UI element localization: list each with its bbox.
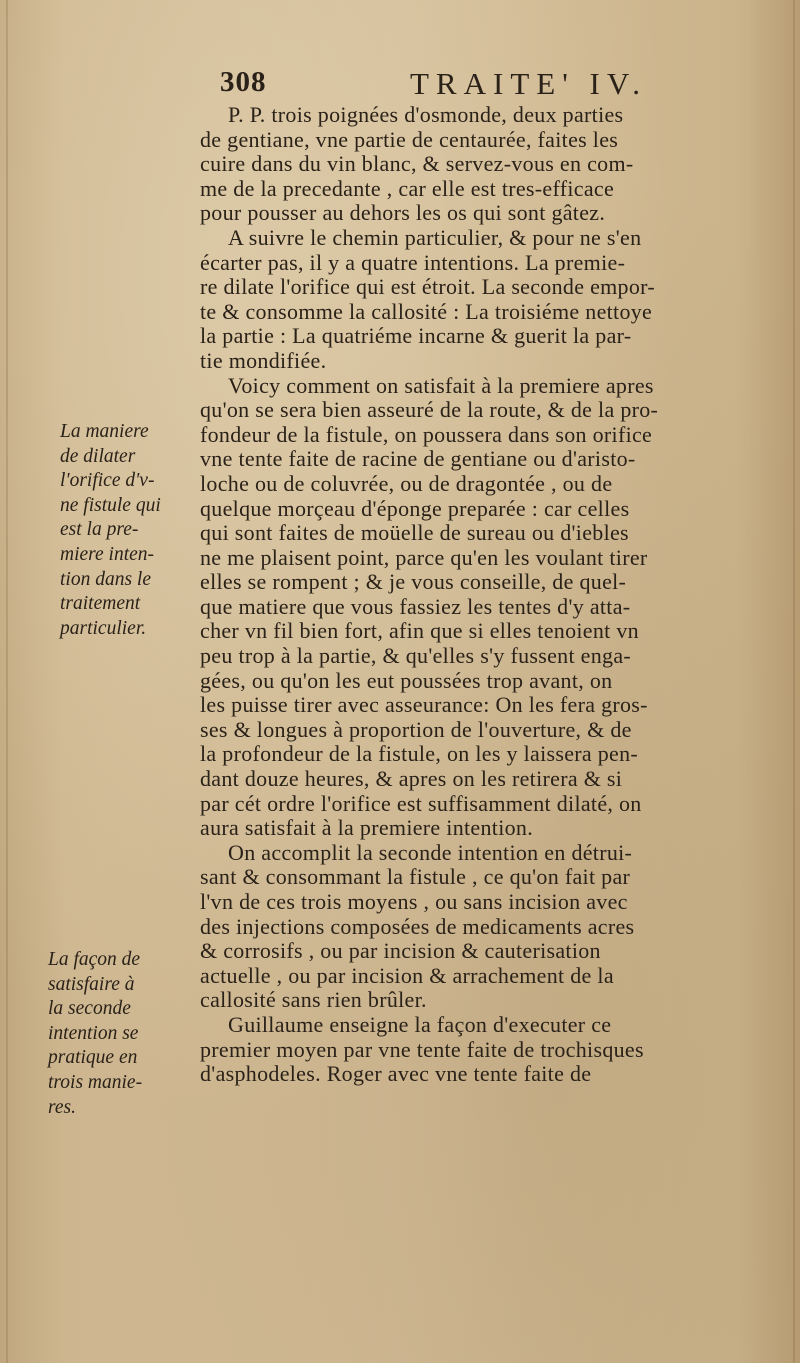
marginal-note-line: miere inten- (60, 543, 155, 565)
text-line: quelque morçeau d'éponge preparée : car celles (200, 495, 630, 521)
main-text-block (200, 103, 795, 1087)
text-line: ne me plaisent point, parce qu'en les voulant tirer (200, 544, 648, 570)
marginal-note-line: ne fistule qui (60, 494, 161, 516)
text-line: écarter pas, il y a quatre intentions. La premie- (200, 249, 626, 275)
text-line: On accomplit la seconde intention en détrui- (228, 839, 633, 865)
marginal-note-line: de dilater (60, 445, 136, 467)
text-line: elles se rompent ; & je vous conseille, de quel- (200, 569, 627, 595)
text-line: de gentiane, vne partie de centaurée, faites les (200, 126, 619, 152)
text-line: te & consomme la callosité : La troisiéme nettoye (200, 298, 653, 324)
running-title: TRAITE' IV. (410, 66, 647, 101)
text-line: vne tente faite de racine de gentiane ou d'aristo- (200, 446, 636, 472)
marginal-note-line: pratique en (48, 1047, 138, 1069)
marginal-note-line: est la pre- (60, 519, 139, 541)
marginal-note-line: res. (48, 1096, 76, 1118)
marginal-note-line: traitement (60, 593, 141, 615)
marginal-note-line: la seconde (48, 998, 131, 1020)
text-line: qui sont faites de moüelle de sureau ou d'iebles (200, 520, 629, 546)
running-head (220, 66, 780, 106)
marginal-note-line: trois manie- (48, 1071, 143, 1093)
text-line: loche ou de coluvrée, ou de dragontée , ou de (200, 470, 613, 496)
text-line: d'asphodeles. Roger avec vne tente faite de (200, 1061, 592, 1087)
text-line: l'vn de ces trois moyens , ou sans incision avec (200, 889, 628, 914)
text-line: ses & longues à proportion de l'ouverture, & de (200, 716, 632, 742)
text-line: Guillaume enseigne la façon d'executer ce (228, 1011, 612, 1037)
marginal-note-line: intention se (48, 1022, 139, 1044)
marginal-note-line: La maniere (60, 421, 149, 442)
text-line: actuelle , ou par incision & arrachement de la (200, 962, 614, 988)
page-number: 308 (220, 66, 267, 98)
text-line: des injections composées de medicaments acres (200, 913, 635, 939)
text-line: dant douze heures, & apres on les retirera & si (200, 766, 623, 792)
text-line: me de la precedante , car elle est tres-efficace (200, 175, 615, 201)
marginal-note (48, 948, 198, 1120)
text-line: la partie : La quatriéme incarne & guerit la par- (200, 323, 632, 349)
marginal-note-line: particulier. (60, 617, 147, 639)
text-line: tie mondifiée. (200, 347, 327, 373)
text-line: aura satisfait à la premiere intention. (200, 815, 534, 841)
text-line: re dilate l'orifice qui est étroit. La seconde empor- (200, 274, 655, 300)
text-line: premier moyen par vne tente faite de trochisques (200, 1036, 644, 1062)
marginal-note (60, 420, 210, 641)
text-line: qu'on se sera bien asseuré de la route, & de la pro- (200, 397, 659, 423)
text-line: fondeur de la fistule, on poussera dans son orifice (200, 421, 653, 447)
text-line: P. P. trois poignées d'osmonde, deux parties (228, 102, 624, 127)
text-line: A suivre le chemin particulier, & pour ne s'en (228, 224, 642, 250)
text-line: & corrosifs , ou par incision & cauterisation (200, 938, 601, 964)
marginal-note-line: tion dans le (60, 568, 151, 590)
text-line: les puisse tirer avec asseurance: On les fera gros- (200, 692, 648, 718)
text-line: peu trop à la partie, & qu'elles s'y fussent enga- (200, 643, 632, 669)
text-line: callosité sans rien brûler. (200, 987, 427, 1013)
text-line: gées, ou qu'on les eut poussées trop avant, on (200, 667, 613, 693)
marginal-note-line: La façon de (48, 949, 141, 970)
text-line: cuire dans du vin blanc, & servez-vous en com- (200, 151, 634, 177)
text-line: pour pousser au dehors les os qui sont gâtez. (200, 200, 606, 226)
text-line: que matiere que vous fassiez les tentes d'y atta- (200, 593, 631, 619)
marginal-note-line: l'orifice d'v- (60, 470, 155, 492)
text-line: cher vn fil bien fort, afin que si elles tenoient vn (200, 618, 639, 644)
text-line: Voicy comment on satisfait à la premiere apres (228, 372, 654, 398)
marginal-note-line: satisfaire à (48, 973, 135, 995)
text-line: sant & consommant la fistule , ce qu'on fait par (200, 864, 631, 890)
text-line: par cét ordre l'orifice est suffisamment dilaté, on (200, 790, 642, 816)
text-line: la profondeur de la fistule, on les y laissera pen- (200, 741, 639, 767)
page-edge-left (6, 0, 8, 1363)
